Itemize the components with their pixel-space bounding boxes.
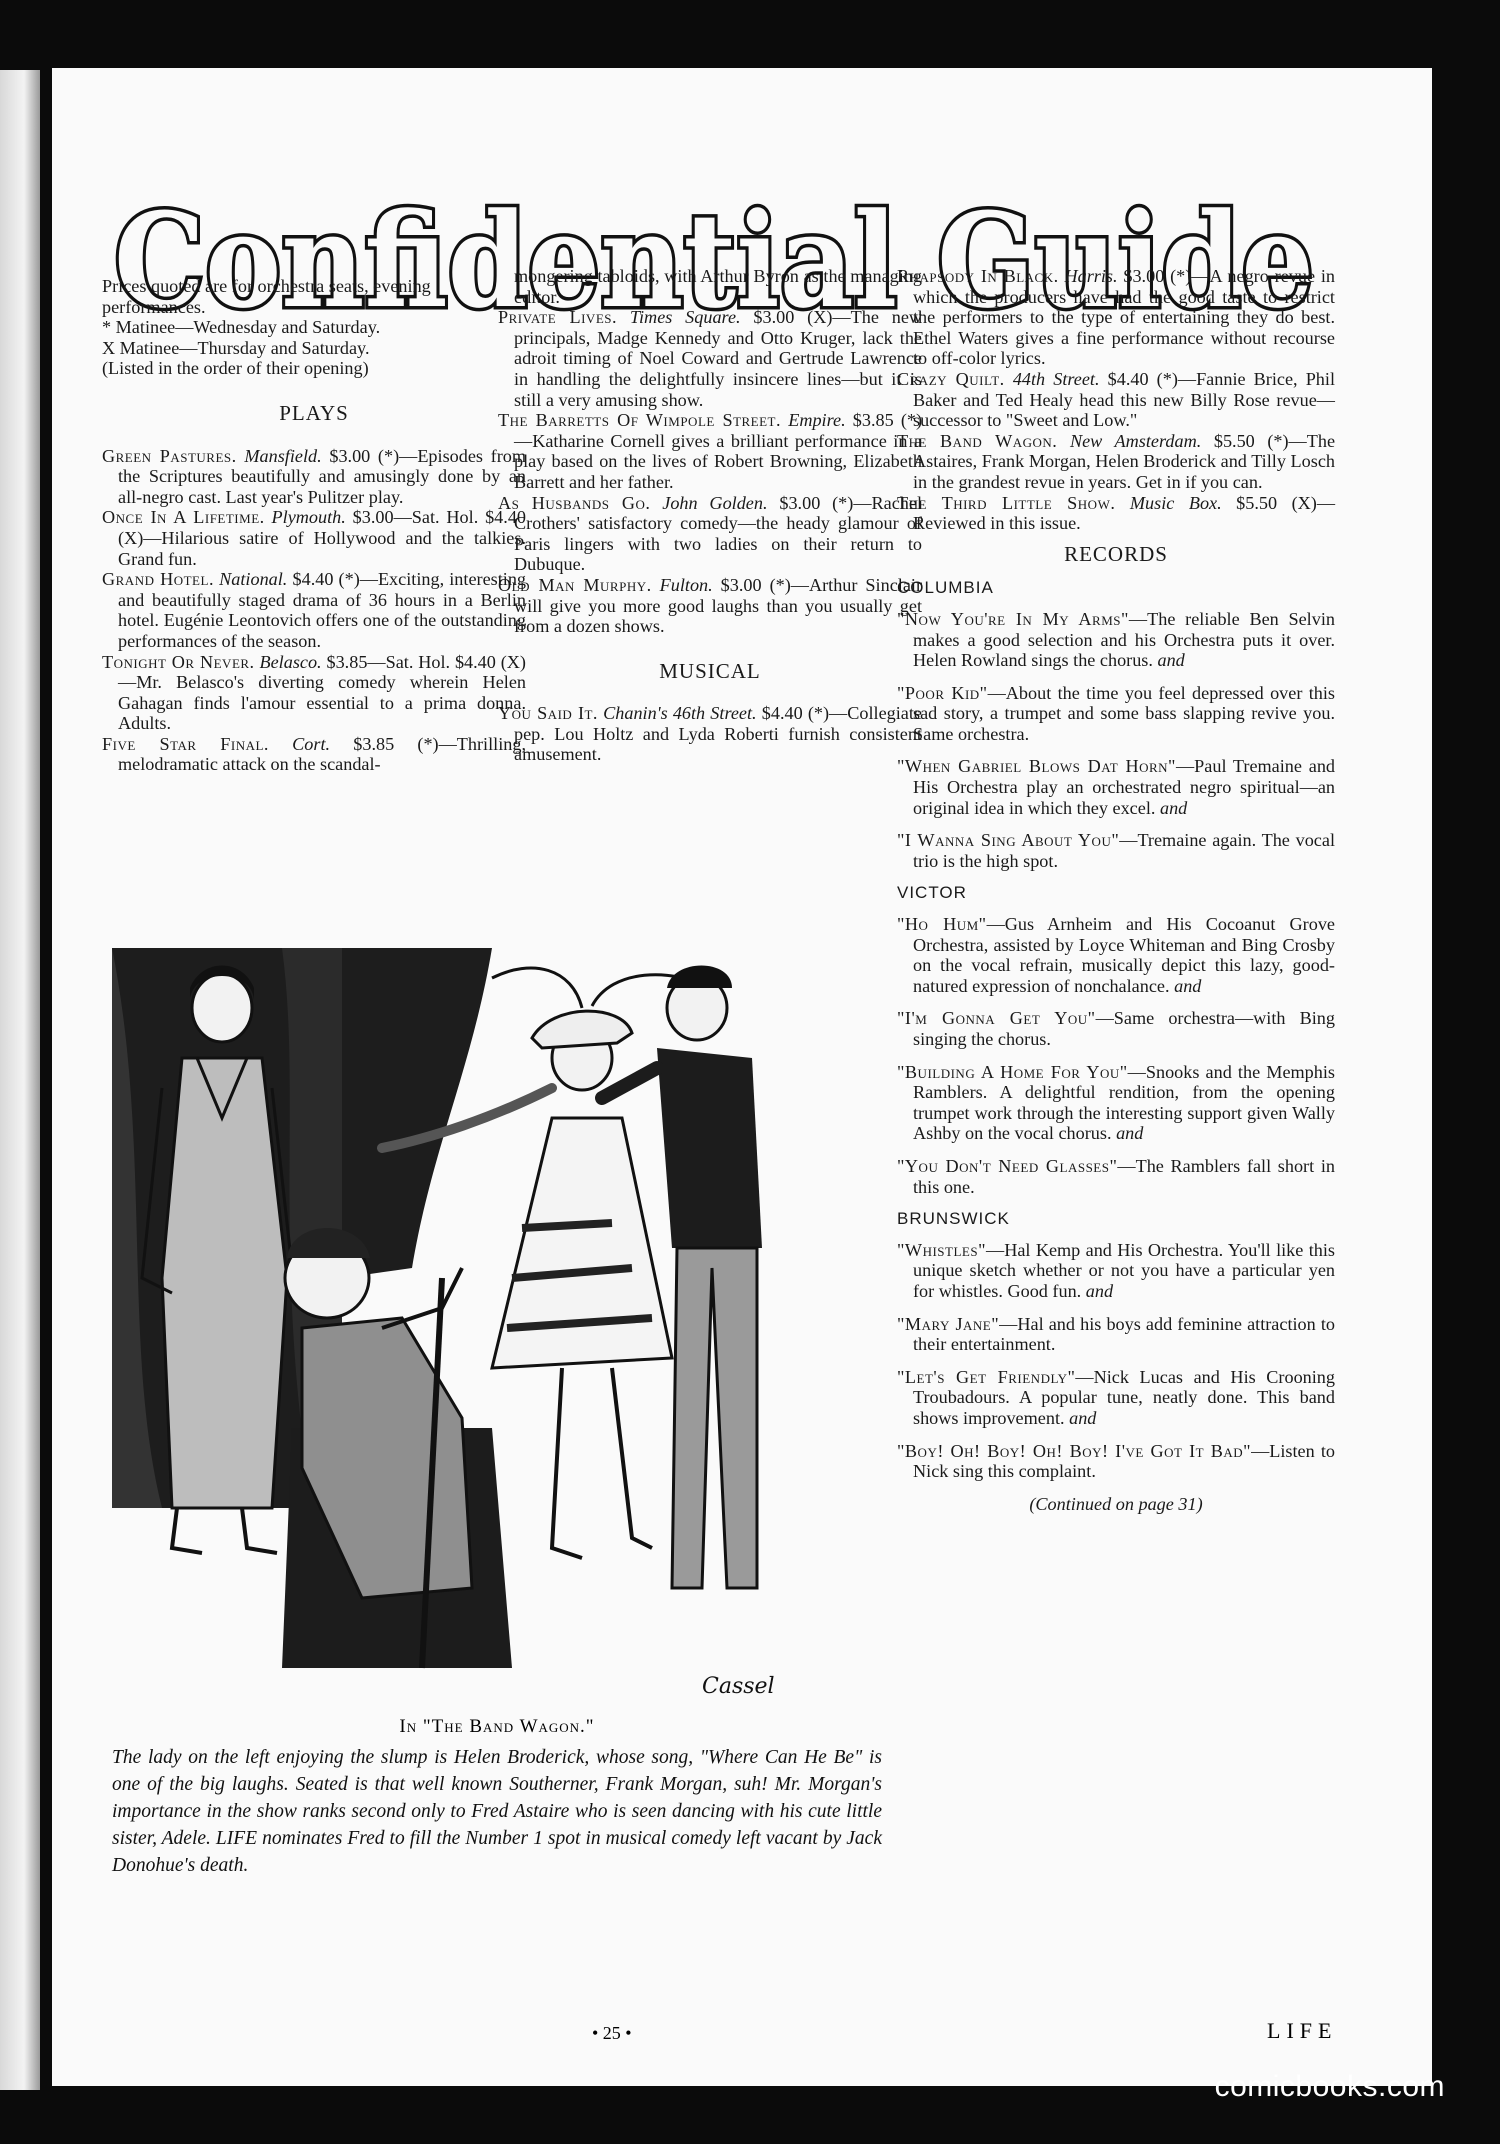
listing-title: Private Lives.	[498, 307, 618, 328]
intro-prices: Prices quoted are for orchestra seats, evening performances.	[102, 276, 431, 317]
listing-title: Green Pastures.	[102, 445, 237, 466]
listing-title: The Barretts Of Wimpole Street.	[498, 410, 782, 431]
record-entry	[897, 1008, 1335, 1049]
listing-entry	[102, 569, 526, 651]
listing-title: Old Man Murphy.	[498, 574, 652, 595]
listing-theatre: National.	[219, 569, 288, 590]
listing-title: Five Star Final.	[102, 733, 269, 754]
listing-text: $3.00—Sat. Hol. $4.40 (X)—Hilarious satire of Hollywood and the talkies. Grand fun.	[118, 507, 527, 569]
listing-entry	[102, 734, 526, 775]
listing-theatre: 44th Street.	[1012, 368, 1100, 389]
listing-text: $3.85—Sat. Hol. $4.40 (X)—Mr. Belasco's diverting comedy wherein Helen Gahagan finds l'amour essential to a prima donna. Adults.	[118, 651, 526, 734]
plays-list-continued	[498, 307, 922, 637]
record-title: "Let's Get Friendly"	[897, 1366, 1076, 1387]
record-title: "Boy! Oh! Boy! Oh! Boy! I've Got It Bad"	[897, 1440, 1252, 1461]
section-heading-plays: PLAYS	[279, 400, 349, 425]
listing-theatre: Plymouth.	[271, 507, 346, 528]
caption-title: In "The Band Wagon."	[399, 1716, 595, 1737]
record-title: "Building A Home For You"	[897, 1061, 1128, 1082]
title-text: Confidential Guide	[114, 188, 1314, 337]
record-entry	[897, 914, 1335, 996]
listing-text: $3.00 (*)—A negro revue in which the producers have had the good taste to restrict the performers to the type of entertaining they do best. Ethel Waters gives a fine performance without recourse to off-color lyrics.	[913, 266, 1335, 369]
magazine-page	[52, 68, 1432, 2086]
record-title: "You Don't Need Glasses"	[897, 1155, 1118, 1176]
record-text: —Gus Arnheim and His Cocoanut Grove Orchestra, assisted by Loyce Whiteman and Bing Crosby on the vocal refrain, musically depict this lazy, good-natured expression of nonchalance.	[913, 914, 1335, 996]
listing-theatre: Belasco.	[259, 651, 322, 672]
caption-text: The lady on the left enjoying the slump is Helen Broderick, whose song, "Where Can He Be" is one of the big laughs. Seated is that well known Southerner, Frank Morgan, suh! Mr. Morgan's importance in the show ranks second only to Fred Astaire who is seen dancing with his cute little sister, Adele. LIFE nominates Fred to fill the Number 1 spot in musical comedy left vacant by Jack Donohue's death.	[112, 1747, 882, 1876]
intro-matinee-star: * Matinee—Wednesday and Saturday.	[102, 317, 381, 338]
listing-title: You Said It.	[498, 703, 598, 724]
plays-continuation: mongering tabloids, with Arthur Byron as the managing editor.	[514, 266, 922, 307]
record-title: "Whistles"	[897, 1239, 987, 1260]
listing-entry	[102, 652, 526, 734]
column-left	[102, 276, 526, 775]
plays-list	[102, 446, 526, 776]
record-text: —Snooks and the Memphis Ramblers. A delightful rendition, from the opening trumpet work through the interesting support given Wally Ashby on the vocal chorus.	[913, 1061, 1335, 1144]
listing-text: $3.85 (*)—Katharine Cornell gives a brilliant performance in a play based on the lives of Robert Browning, Elizabeth Barrett and her father.	[514, 410, 923, 492]
listing-theatre: New Amsterdam.	[1069, 430, 1202, 451]
record-entry	[897, 1156, 1335, 1197]
record-and: and	[1116, 1123, 1144, 1144]
listing-theatre: John Golden.	[662, 492, 768, 513]
listing-title: Crazy Quilt.	[897, 368, 1005, 389]
record-entry	[897, 1062, 1335, 1144]
section-heading-records: RECORDS	[1064, 541, 1168, 566]
record-text: —Tremaine again. The vocal trio is the high spot.	[913, 830, 1335, 871]
watermark: comicbooks.com	[1214, 2070, 1445, 2103]
record-text: —The Ramblers fall short in this one.	[913, 1155, 1335, 1197]
column-right	[897, 266, 1335, 1514]
record-text: —Paul Tremaine and His Orchestra play an orchestrated negro spiritual—an original idea in which they excel.	[913, 756, 1336, 818]
record-label-heading: COLUMBIA	[897, 578, 994, 598]
record-text: —Listen to Nick sing this complaint.	[913, 1440, 1335, 1482]
record-label-heading: VICTOR	[897, 883, 967, 903]
listing-title: The Third Little Show.	[897, 492, 1116, 513]
listing-text: $5.50 (X)—Reviewed in this issue.	[913, 492, 1336, 534]
record-and: and	[1085, 1280, 1114, 1301]
listing-text: $4.40 (*)—Fannie Brice, Phil Baker and Ted Healy head this new Billy Rose revue—successor to "Sweet and Low."	[913, 368, 1336, 431]
magazine-name: LIFE	[1267, 2018, 1338, 2043]
book-spine	[0, 70, 40, 2090]
listing-entry	[102, 446, 526, 508]
listing-title: As Husbands Go.	[498, 492, 651, 513]
listing-title: Tonight Or Never.	[102, 651, 255, 672]
listing-title: Grand Hotel.	[102, 569, 214, 590]
intro-order: (Listed in the order of their opening)	[102, 358, 369, 379]
listing-theatre: Cort.	[292, 733, 331, 754]
listing-text: $3.00 (*)—Arthur Sinclair will give you more good laughs than you usually get from a dozen shows.	[514, 574, 923, 637]
record-and: and	[1069, 1407, 1097, 1428]
suit-jacket	[657, 1048, 762, 1248]
record-text: —About the time you feel depressed over this sad story, a trumpet and some bass slapping revive you. Same orchestra.	[913, 682, 1336, 744]
record-title: "Now You're In My Arms"	[897, 608, 1129, 629]
listing-title: Rhapsody In Black.	[897, 266, 1059, 286]
listing-title: The Band Wagon.	[897, 430, 1058, 451]
record-entry	[897, 1314, 1335, 1355]
record-title: "Poor Kid"	[897, 682, 988, 703]
record-and: and	[1159, 797, 1188, 818]
listing-theatre: Fulton.	[659, 574, 713, 595]
record-text: —Hal and his boys add feminine attraction to their entertainment.	[913, 1313, 1336, 1355]
record-text: —The reliable Ben Selvin makes a good selection and his Orchestra puts it over. Helen Rowland sings the chorus.	[913, 608, 1335, 671]
intro-matinee-x: X Matinee—Thursday and Saturday.	[102, 337, 370, 358]
record-text: —Hal Kemp and His Orchestra. You'll like this unique sketch whether or not you have a particular yen for whistles. Good fun.	[913, 1239, 1335, 1301]
listing-theatre: Mansfield.	[244, 445, 322, 466]
record-title: "I Wanna Sing About You"	[897, 830, 1120, 851]
listing-text: $4.40 (*)—Collegiate pep. Lou Holtz and Lyda Roberti furnish consistent amusement.	[514, 703, 922, 765]
musical-list-continued	[897, 266, 1335, 534]
listing-theatre: Music Box.	[1129, 492, 1222, 513]
listing-theatre: Empire.	[788, 410, 846, 431]
record-entry	[897, 609, 1335, 671]
listing-theatre: Harris.	[1064, 266, 1118, 286]
listing-text: $3.00 (X)—The new principals, Madge Kennedy and Otto Kruger, lack the adroit timing of Noel Coward and Gertrude Lawrence in handling the delightfully insincere lines—but it is still a very amusing show.	[514, 307, 923, 410]
listing-entry	[498, 410, 922, 492]
listing-entry	[498, 575, 922, 637]
record-title: "When Gabriel Blows Dat Horn"	[897, 756, 1176, 777]
listing-theatre: Chanin's 46th Street.	[603, 703, 757, 724]
column-middle	[498, 266, 922, 765]
listing-text: $3.00 (*)—Episodes from the Scriptures beautifully and amusingly done by an all-negro cast. Last year's Pulitzer play.	[118, 445, 527, 507]
listing-title: Once In A Lifetime.	[102, 507, 265, 528]
record-entry	[897, 683, 1335, 745]
listing-entry	[498, 307, 922, 410]
continued-note: (Continued on page 31)	[1029, 1493, 1203, 1514]
record-and: and	[1157, 650, 1185, 671]
page-number: • 25 •	[592, 2023, 632, 2043]
band-wagon-illustration	[112, 948, 882, 1708]
listing-entry	[498, 493, 922, 575]
section-heading-musical: MUSICAL	[659, 658, 761, 683]
record-text: —Same orchestra—with Bing singing the chorus.	[913, 1008, 1335, 1049]
listing-text: $5.50 (*)—The Astaires, Frank Morgan, Helen Broderick and Tilly Losch in the grandest revue in years. Get in if you can.	[913, 430, 1336, 492]
record-entry	[897, 1240, 1335, 1302]
listing-text: $3.85 (*)—Thrilling, melodramatic attack on the scandal-	[118, 733, 527, 775]
cartoon-drawing	[112, 948, 882, 1708]
listing-entry	[102, 507, 526, 569]
listing-entry	[498, 703, 922, 765]
musical-list	[498, 703, 922, 765]
record-title: "I'm Gonna Get You"	[897, 1008, 1096, 1029]
record-label-heading: BRUNSWICK	[897, 1209, 1010, 1229]
record-and: and	[1174, 975, 1202, 996]
record-entry	[897, 830, 1335, 871]
listing-entry	[897, 431, 1335, 493]
artist-signature: Cassel	[702, 1674, 775, 1699]
listing-text: $4.40 (*)—Exciting, interesting and beautifully staged drama of 36 hours in a Berlin hotel. Eugénie Leontovich offers one of the outstanding performances of the season.	[118, 569, 527, 651]
record-title: "Ho Hum"	[897, 914, 987, 935]
record-text: —Nick Lucas and His Crooning Troubadours. A popular tune, neatly done. This band shows improvement.	[913, 1366, 1335, 1428]
records-list	[897, 578, 1335, 1481]
record-title: "Mary Jane"	[897, 1313, 1000, 1334]
listing-entry	[897, 493, 1335, 534]
listing-entry	[897, 369, 1335, 431]
listing-entry	[897, 266, 1335, 369]
listing-text: $3.00 (*)—Rachel Crothers' satisfactory comedy—the heady glamour of Paris lingers with two ladies on their return to Dubuque.	[514, 492, 922, 575]
record-entry	[897, 1441, 1335, 1482]
record-entry	[897, 1367, 1335, 1429]
listing-theatre: Times Square.	[629, 307, 741, 328]
record-entry	[897, 756, 1335, 818]
